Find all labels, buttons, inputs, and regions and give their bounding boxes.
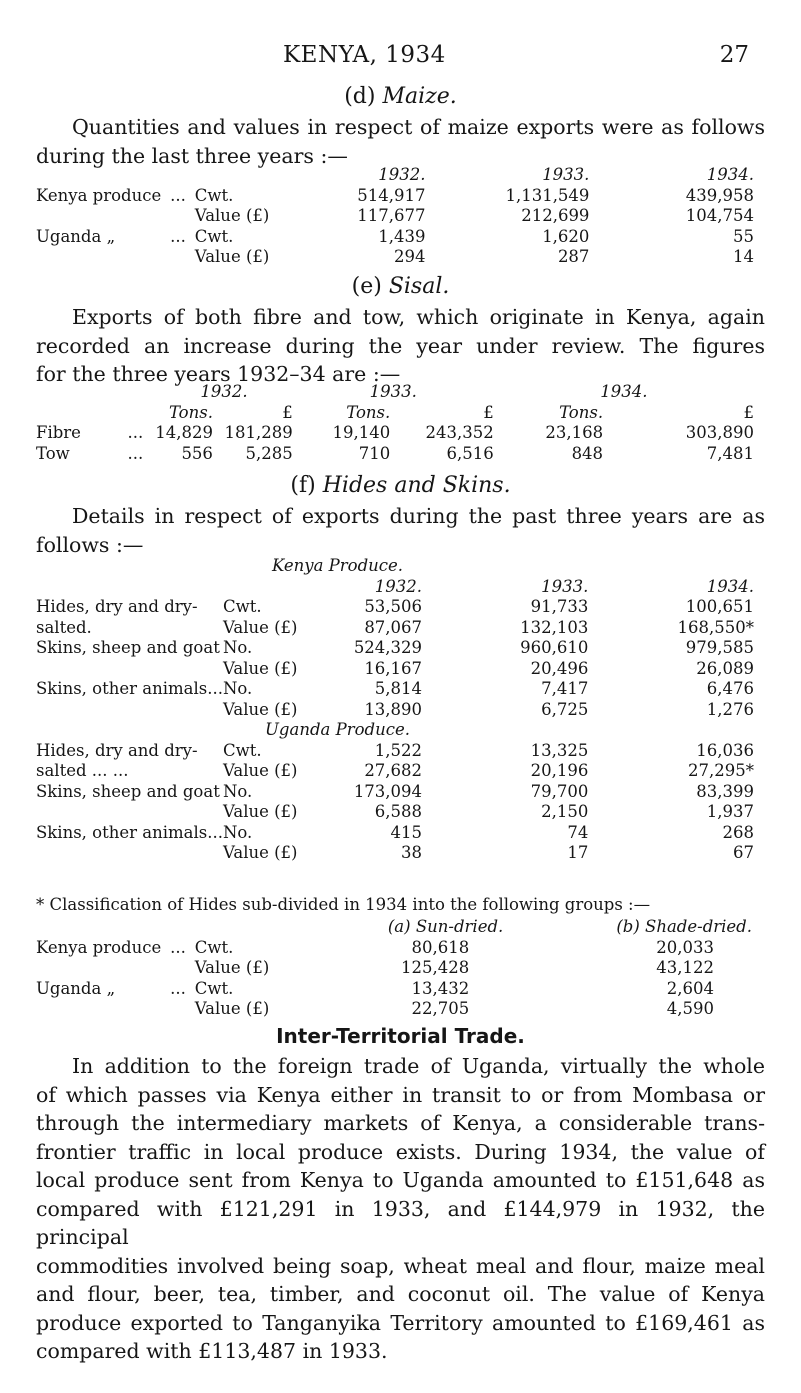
table-row: Skins, other animals... No. 5,814 7,417 6,476 bbox=[36, 679, 754, 698]
table-row: Value (£) 125,428 43,122 bbox=[194, 958, 714, 977]
hides-table bbox=[36, 556, 754, 864]
table-row: Value (£) 117,677 212,699 104,754 bbox=[194, 206, 754, 225]
uganda-produce-heading-row: Uganda Produce. bbox=[265, 720, 410, 739]
hides-paragraph: Details in respect of exports during the past three years are as follows :— bbox=[36, 504, 765, 557]
table-header-row: 1932. 1933. 1934. bbox=[200, 382, 648, 401]
table-row: Value (£) 38 17 67 bbox=[222, 843, 754, 862]
table-row: Skins, sheep and goat No. 173,094 79,700 83,399 bbox=[36, 781, 754, 801]
table-subheader-row: Tons. £ Tons. £ Tons. £ bbox=[168, 402, 754, 422]
table-header-row: 1932. 1933. 1934. bbox=[374, 576, 754, 596]
table-row: Hides, dry and dry- Cwt. 1,522 13,325 16,036 bbox=[36, 740, 754, 760]
hides-heading: (f) Hides and Skins. bbox=[290, 473, 511, 498]
table-row: Kenya produce ... Cwt. 80,618 20,033 bbox=[36, 937, 714, 957]
table-row: Tow ... 556 5,285 710 6,516 848 7,481 bbox=[36, 443, 754, 463]
table-header-row: 1932. 1933. 1934. bbox=[378, 165, 754, 184]
table-row: Hides, dry and dry- Cwt. 53,506 91,733 100,651 bbox=[36, 597, 754, 616]
hides-classification-table bbox=[36, 917, 752, 1020]
table-row: Value (£) 294 287 14 bbox=[194, 247, 754, 266]
table-row: Skins, sheep and goat No. 524,329 960,610 979,585 bbox=[36, 638, 754, 657]
table-row: Kenya produce ... Cwt. 514,917 1,131,549 439,958 bbox=[36, 185, 754, 205]
table-row: Value (£) 6,588 2,150 1,937 bbox=[222, 802, 754, 821]
maize-table bbox=[36, 165, 754, 268]
kenya-produce-heading-row: Kenya Produce. bbox=[271, 556, 404, 575]
page-header bbox=[0, 42, 801, 78]
table-row: salted ... ... Value (£) 27,682 20,196 27,295* bbox=[36, 761, 754, 780]
hides-footnote: * Classification of Hides sub-divided in 1934 into the following groups :— bbox=[36, 895, 651, 914]
table-row: Uganda „ ... Cwt. 1,439 1,620 55 bbox=[36, 226, 754, 246]
table-row: Value (£) 22,705 4,590 bbox=[194, 999, 714, 1018]
maize-intro: Quantities and values in respect of maize exports were as follows during the last three years :— bbox=[36, 115, 765, 168]
table-header-row: (a) Sun-dried. (b) Shade-dried. bbox=[387, 917, 752, 936]
sisal-paragraph: Exports of both fibre and tow, which originate in Kenya, again recorded an increase during the year under review. The figures for the three years 1932–34 are :— bbox=[36, 305, 765, 386]
maize-heading: (d) Maize. bbox=[344, 84, 457, 109]
running-head: KENYA, 1934 bbox=[283, 42, 446, 68]
table-row: Uganda „ ... Cwt. 13,432 2,604 bbox=[36, 978, 714, 998]
table-row: Skins, other animals... No. 415 74 268 bbox=[36, 822, 754, 842]
table-row: Value (£) 16,167 20,496 26,089 bbox=[222, 658, 754, 678]
sisal-table bbox=[36, 382, 754, 464]
sisal-heading: (e) Sisal. bbox=[351, 274, 450, 299]
table-row: salted. Value (£) 87,067 132,103 168,550* bbox=[36, 617, 754, 637]
inter-territorial-heading: Inter-Territorial Trade. bbox=[276, 1024, 525, 1048]
table-row: Fibre ... 14,829 181,289 19,140 243,352 23,168 303,890 bbox=[36, 423, 754, 442]
page-number: 27 bbox=[719, 42, 749, 68]
inter-territorial-paragraph: In addition to the foreign trade of Uganda, virtually the whole of which passes via Kenya either in transit to or from Mombasa or through the intermediary markets of Kenya, a considerable trans- frontier traffic in local produce exists. During 1934, the value of local produce sent from Kenya to Uganda amounted to £151,648 as compared with £121,291 in 1933, and £144,979 in 1932, the principal commodities involved being soap, wheat meal and flour, maize meal and flour, beer, tea, timber, and coconut oil. The value of Kenya produce exported to Tanganyika Territory amounted to £169,461 as compared with £113,487 in 1933. bbox=[36, 1054, 765, 1363]
table-row: Value (£) 13,890 6,725 1,276 bbox=[222, 699, 754, 719]
